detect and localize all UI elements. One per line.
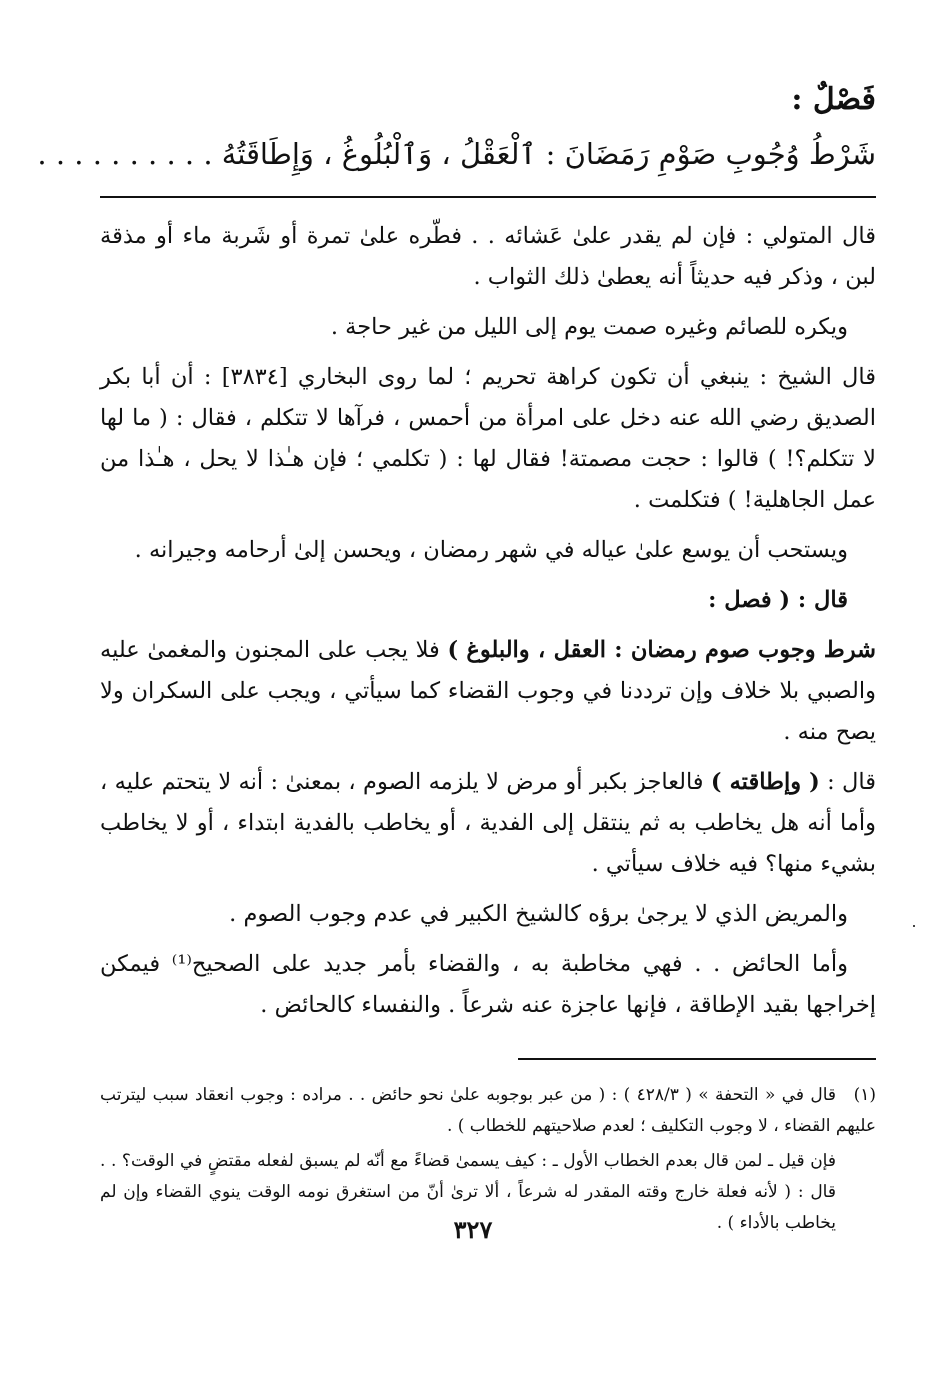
paragraph-mutawalli: قال المتولي : فإن لم يقدر علىٰ عَشائه . . فطّره علىٰ تمرة أو شَربة ماء أو مذقة لبن ، وذكر فيه حديثاً أنه يعطىٰ ذلك الثواب . bbox=[100, 223, 876, 290]
paragraph-generosity: ويستحب أن يوسع علىٰ عياله في شهر رمضان ، ويحسن إلىٰ أرحامه وجيرانه . bbox=[134, 537, 848, 563]
ability-sharh: فالعاجز بكبر أو مرض لا يلزمه الصوم ، بمعنىٰ : أنه لا يتحتم عليه ، وأما أنه هل يخاطب به ثم ينتقل إلى الفدية ، أو يخاطب بالفدية ابتداء ، أو لا يخاطب بشيء منها؟ فيه خلاف سيأتي . bbox=[100, 769, 876, 877]
ability-matn: ( وإطاقته ) bbox=[710, 769, 820, 795]
ability-prefix: قال : bbox=[819, 769, 877, 795]
paragraph-qala-fasl: قال : ( فصل : bbox=[708, 587, 848, 613]
scan-speck bbox=[913, 925, 915, 927]
footnote-divider bbox=[518, 1058, 876, 1060]
matn-heading bbox=[37, 132, 876, 176]
matn-heading-text: شَرْطُ وُجُوبِ صَوْمِ رَمَضَانَ : ٱلْعَقْلُ ، وَٱلْبُلُوغُ ، وَإِطَاقَتُهُ bbox=[221, 137, 876, 171]
paragraph-silence-makruh: ويكره للصائم وغيره صمت يوم إلى الليل من غير حاجة . bbox=[330, 314, 848, 340]
paragraph-chronic-illness: والمريض الذي لا يرجىٰ برؤه كالشيخ الكبير في عدم وجوب الصوم . bbox=[229, 901, 848, 927]
footnote-number: (١) bbox=[853, 1085, 877, 1105]
footnote-1-continuation: فإن قيل ـ لمن قال بعدم الخطاب الأول ـ : كيف يسمىٰ قضاءً مع أنّه لم يسبق لفعله مقتضٍ في الوقت؟ . . قال : ( لأنه فعلة خارج وقته المقدر له شرعاً ، ألا ترىٰ أنّ من استغرق نومه الوقت ينوي القضاء وإن لم يخاطب بالأداء ) . bbox=[100, 1151, 836, 1233]
matn-dots: . . . . . . . . . . bbox=[37, 137, 213, 171]
paragraph-menstruation: وأما الحائض . . فهي مخاطبة به ، والقضاء بأمر جديد على الصحيح⁽¹⁾ فيمكن إخراجها بقيد الإطاقة ، فإنها عاجزة عنه شرعاً . والنفساء كالحائض . bbox=[100, 951, 876, 1018]
footnote-1 bbox=[100, 1080, 876, 1142]
paragraph-shaykh-bukhari: قال الشيخ : ينبغي أن تكون كراهة تحريم ؛ لما روى البخاري [٣٨٣٤] : أن أبا بكر الصديق رضي الله عنه دخل على امرأة من أحمس ، فرآها لا تتكلم ، فقال : ( ما لها لا تتكلم؟! ) قالوا : حجت مصمتة! فقال لها : ( تكلمي ؛ فإن هـٰذا لا يحل ، هـٰذا من عمل الجاهلية! ) فتكلمت . bbox=[100, 364, 877, 513]
page-number: ٣٢٧ bbox=[453, 1215, 493, 1244]
conditions-matn: شرط وجوب صوم رمضان : العقل ، والبلوغ ) bbox=[447, 637, 876, 663]
paragraph-conditions bbox=[100, 630, 876, 753]
paragraph-ability bbox=[100, 762, 876, 885]
chapter-label: فَصْلٌ : bbox=[791, 82, 876, 117]
commentary-body bbox=[100, 216, 876, 1035]
heading-divider bbox=[100, 196, 876, 198]
conditions-sharh: فلا يجب على المجنون والمغمىٰ عليه والصبي بلا خلاف وإن ترددنا في وجوب القضاء كما سيأتي ، ويجب على السكران ولا يصح منه . bbox=[100, 637, 876, 745]
footnote-text-1: قال في « التحفة » ( ٤٢٨/٣ ) : ( من عبر بوجوبه علىٰ نحو حائض . . مراده : وجوب انعقاد سبب ليترتب عليهم القضاء ، لا وجوب التكليف ؛ لعدم صلاحيتهم للخطاب ) . bbox=[100, 1085, 876, 1136]
